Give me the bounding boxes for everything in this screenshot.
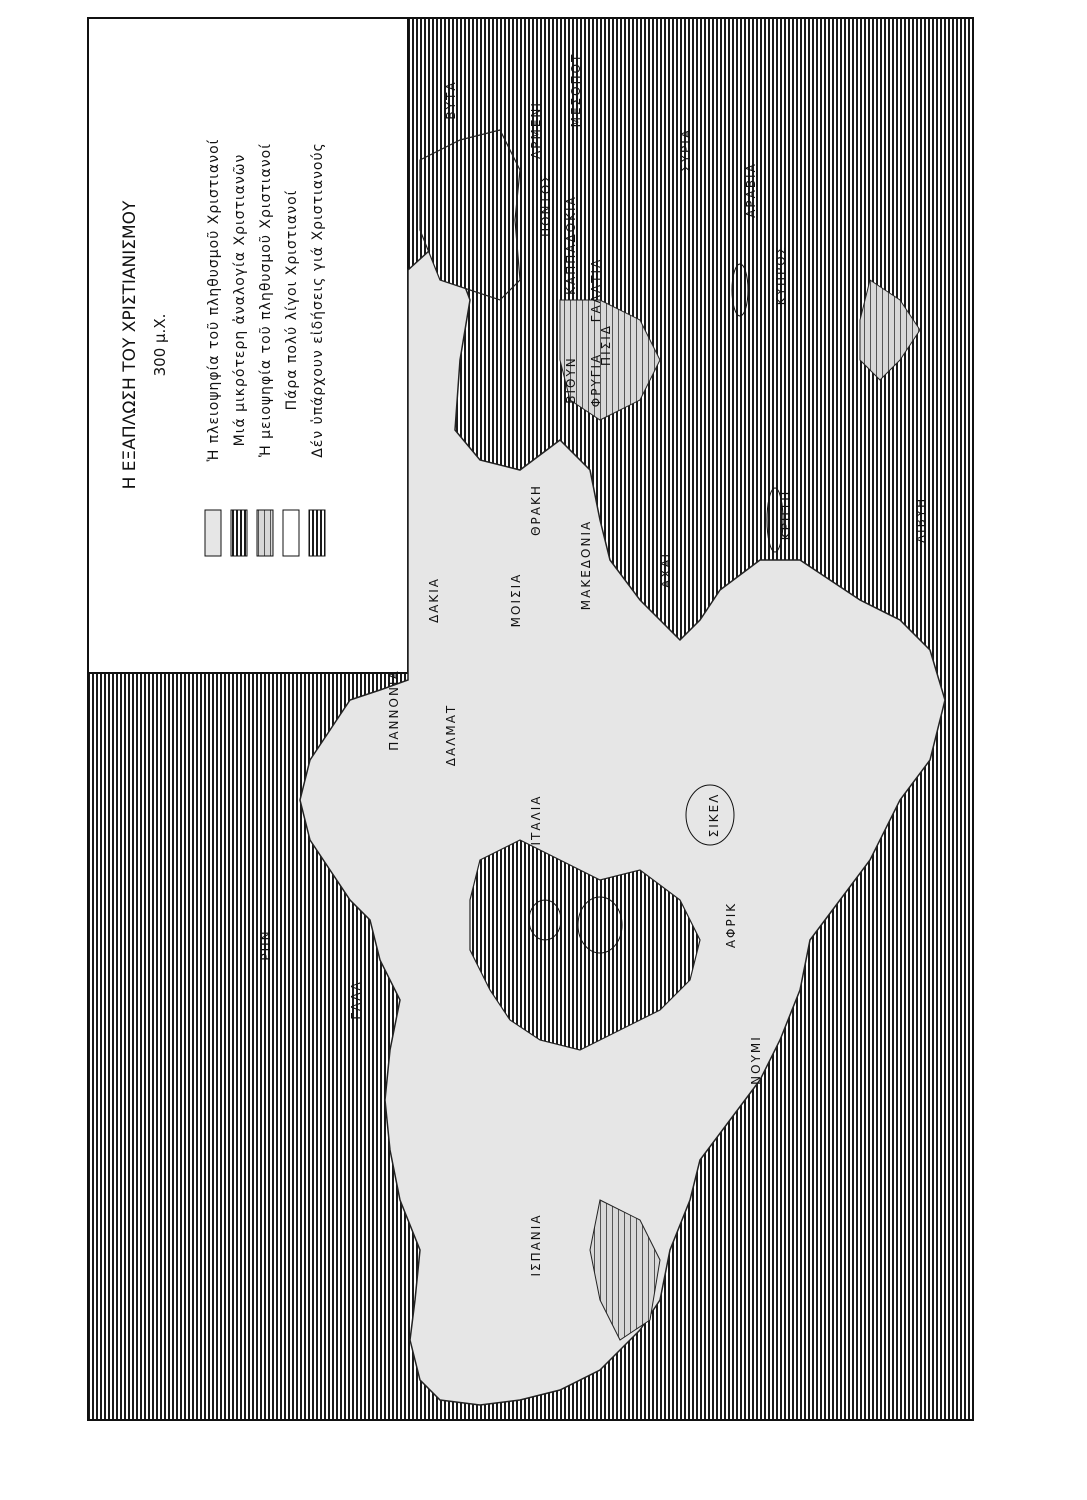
region-label-bithynia: ΒΙΘΥΝ bbox=[564, 356, 578, 404]
region-label-armenia: ΑΡΜΕΝΙ bbox=[529, 101, 543, 159]
region-label-noumidia: ΝΟΥΜΙ bbox=[749, 1035, 763, 1085]
region-label-kappadokia: ΚΑΠΠΑΔΟΚΙΑ bbox=[564, 195, 578, 295]
legend-swatch-minority bbox=[257, 510, 273, 556]
legend-item-label: Μιά μικρότερη ἀναλογία Χριστιανῶν bbox=[232, 153, 248, 447]
region-label-dakia: ΔΑΚΙΑ bbox=[427, 576, 441, 624]
region-label-phrygia: ΦΡΥΓΙΑ bbox=[589, 352, 603, 408]
region-label-sikelia: ΣΙΚΕΛ bbox=[707, 792, 721, 838]
legend-item-label: Δέν ὑπάρχουν εἰδήσεις γιά Χριστιανούς bbox=[310, 142, 326, 458]
island-corsica bbox=[529, 900, 561, 940]
legend-title: Η ΕΞΑΠΛΩΣΗ ΤΟΥ ΧΡΙΣΤΙΑΝΙΣΜΟΥ bbox=[120, 200, 140, 490]
legend-swatch-majority bbox=[205, 510, 221, 556]
region-label-thraki: ΘΡΑΚΗ bbox=[529, 484, 543, 536]
region-label-libyi: ΛΙΒΥΗ bbox=[914, 496, 928, 544]
region-label-pannonia: ΠΑΝΝΟΝΙΑ bbox=[387, 669, 401, 751]
region-label-kriti: ΚΡΗΤΗ bbox=[779, 489, 793, 541]
legend-item-label: Ἡ μειοψηφία τοῦ πληθυσμοῦ Χριστιανοί bbox=[258, 143, 274, 457]
legend-date: 300 μ.Χ. bbox=[151, 313, 169, 377]
island-sardinia bbox=[578, 897, 622, 953]
region-label-rhine: ΡΗΝ bbox=[259, 929, 273, 961]
legend-item-label: Πάρα πολύ λίγοι Χριστιανοί bbox=[284, 189, 300, 411]
region-label-kypros: ΚΥΠΡΟΣ bbox=[774, 244, 788, 306]
region-label-achaia: ΑΧΑΙ bbox=[659, 551, 673, 589]
region-label-ispania: ΙΣΠΑΝΙΑ bbox=[529, 1213, 543, 1277]
region-label-moisia: ΜΟΙΣΙΑ bbox=[509, 572, 523, 628]
region-label-galatia_west: ΓΑΛΑ bbox=[349, 980, 363, 1020]
region-label-italia: ΙΤΑΛΙΑ bbox=[529, 794, 543, 846]
region-label-pontos: ΠΟΝΤΟΣ bbox=[539, 173, 553, 237]
region-label-vyta: ΒΥΤΑ bbox=[444, 80, 458, 120]
region-label-mesopotamia: ΜΕΣΟΠΟΤ bbox=[569, 52, 583, 128]
legend-swatch-no-information bbox=[309, 510, 325, 556]
region-label-arabia: ΑΡΑΒΙΑ bbox=[744, 162, 758, 218]
legend-swatch-very-few bbox=[283, 510, 299, 556]
region-label-galatia: ΓΑΛΑΤΙΑ bbox=[589, 257, 603, 323]
island-cyprus bbox=[732, 264, 748, 316]
region-label-dalmatia: ΔΑΛΜΑΤ bbox=[444, 703, 458, 767]
region-label-makedonia: ΜΑΚΕΔΟΝΙΑ bbox=[579, 519, 593, 611]
region-label-syria: ΣΥΡΙΑ bbox=[679, 128, 693, 172]
region-label-pisidia: ΠΙΣΙΔ bbox=[599, 324, 613, 366]
legend-swatch-smaller-proportion bbox=[231, 510, 247, 556]
legend-item-label: Ἡ πλειοψηφία τοῦ πληθυσμοῦ Χριστιανοί bbox=[206, 138, 222, 462]
region-label-afriki: ΑΦΡΙΚ bbox=[724, 901, 738, 949]
